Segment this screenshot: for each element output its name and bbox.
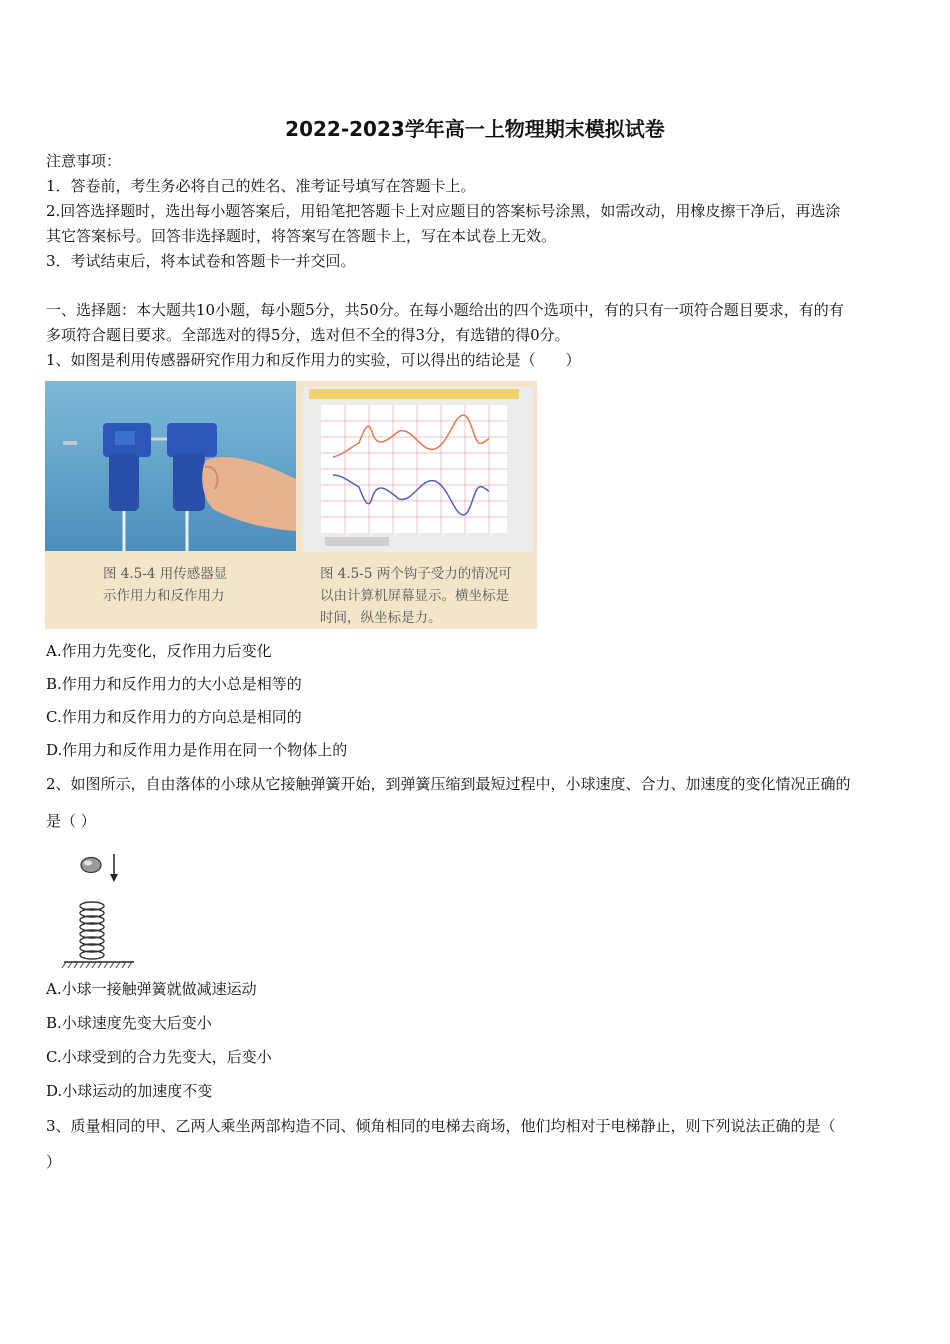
notice-heading: 注意事项：	[46, 152, 122, 170]
notice-item-1: 1．答卷前，考生务必将自己的姓名、准考证号填写在答题卡上。	[46, 177, 476, 195]
notice-item-3: 3．考试结束后，将本试卷和答题卡一并交回。	[46, 252, 356, 270]
fig-left-caption-1: 图 4.5-4 用传感器显	[103, 566, 228, 582]
q2-option-a[interactable]	[46, 977, 906, 1002]
q2-stem-2: 是（ ）	[46, 812, 96, 830]
q1-figure	[45, 381, 537, 629]
q2-option-c-text: C.小球受到的合力先变大，后变小	[46, 1048, 272, 1066]
page-title: 2022-2023学年高一上物理期末模拟试卷	[285, 117, 665, 141]
force-time-screen	[303, 387, 533, 552]
notice-item-2: 2.回答选择题时，选出每小题答案后，用铅笔把答题卡上对应题目的答案标号涂黑，如需改动，用橡皮擦干净后，再选涂	[46, 202, 841, 220]
q1-option-c[interactable]: C.作用力和反作用力的方向总是相同的	[46, 708, 302, 726]
q2-stem-1: 2、如图所示，自由落体的小球从它接触弹簧开始，到弹簧压缩到最短过程中，小球速度、合力、加速度的变化情况正确的	[46, 775, 851, 793]
fig-right-caption-2: 以由计算机屏幕显示。横坐标是	[320, 588, 509, 604]
fig-left-caption-2: 示作用力和反作用力	[103, 588, 225, 604]
sensor-photo	[45, 381, 296, 551]
section-instructions-2: 多项符合题目要求。全部选对的得5分，选对但不全的得3分，有选错的得0分。	[46, 326, 570, 344]
q3-stem-2: ）	[46, 1153, 62, 1171]
notice-item-2-cont: 其它答案标号。回答非选择题时，将答案写在答题卡上，写在本试卷上无效。	[46, 227, 557, 245]
q2-option-b-text: B.小球速度先变大后变小	[46, 1014, 212, 1032]
q2-option-c[interactable]	[46, 1045, 906, 1070]
q1-option-d[interactable]: D.作用力和反作用力是作用在同一个物体上的	[46, 741, 348, 759]
q2-option-d[interactable]	[46, 1079, 906, 1104]
q1-option-b[interactable]: B.作用力和反作用力的大小总是相等的	[46, 675, 302, 693]
q2-spring-figure	[60, 848, 140, 970]
q2-option-b[interactable]	[46, 1011, 906, 1036]
fig-right-caption-3: 时间，纵坐标是力。	[320, 610, 442, 626]
q1-stem: 1、如图是利用传感器研究作用力和反作用力的实验，可以得出的结论是（ ）	[46, 351, 581, 369]
fig-right-caption-1: 图 4.5-5 两个钩子受力的情况可	[320, 566, 512, 582]
q2-option-d-text: D.小球运动的加速度不变	[46, 1082, 213, 1100]
section-instructions-1: 一、选择题：本大题共10小题，每小题5分，共50分。在每小题给出的四个选项中，有的只有一项符合题目要求，有的有	[46, 301, 844, 319]
q2-option-a-text: A.小球一接触弹簧就做减速运动	[46, 980, 257, 998]
q1-option-a[interactable]: A.作用力先变化，反作用力后变化	[46, 642, 272, 660]
q3-stem-1: 3、质量相同的甲、乙两人乘坐两部构造不同、倾角相同的电梯去商场，他们均相对于电梯静止，则下列说法正确的是（	[46, 1117, 836, 1135]
